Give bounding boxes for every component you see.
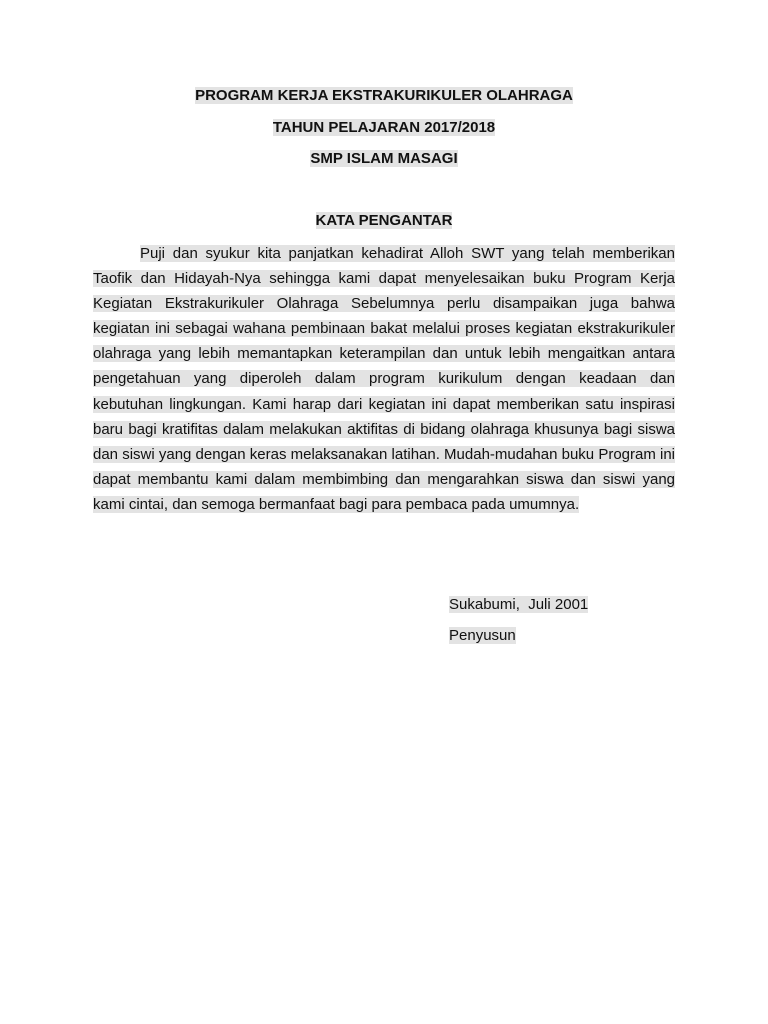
document-title-program xyxy=(0,87,768,105)
signature-place-date-text: Sukabumi, Juli 2001 xyxy=(449,596,589,613)
title-line-1: PROGRAM KERJA EKSTRAKURIKULER OLAHRAGA xyxy=(195,87,573,104)
section-heading-text: KATA PENGANTAR xyxy=(315,212,453,229)
title-line-3: SMP ISLAM MASAGI xyxy=(310,150,458,167)
document-title-school xyxy=(0,150,768,168)
title-line-2: TAHUN PELAJARAN 2017/2018 xyxy=(272,119,496,136)
signature-author xyxy=(449,627,516,645)
signature-author-text: Penyusun xyxy=(449,627,516,644)
document-title-year xyxy=(0,119,768,137)
section-heading xyxy=(0,212,768,230)
signature-place-date xyxy=(449,596,588,614)
foreword-paragraph xyxy=(93,241,675,517)
foreword-paragraph-text: Puji dan syukur kita panjatkan kehadirat Alloh SWT yang telah memberikan Taofik dan Hidayah-Nya sehingga kami dapat menyelesaikan buku Program Kerja Kegiatan Ekstrakurikuler Olahraga Sebelumnya perlu disampaikan juga bahwa kegiatan ini sebagai wahana pembinaan bakat melalui proses kegiatan ekstrakurikuler olahraga yang lebih memantapkan keterampilan dan untuk lebih mengaitkan antara pengetahuan yang diperoleh dalam program kurikulum dengan keadaan dan kebutuhan lingkungan. Kami harap dari kegiatan ini dapat memberikan satu inspirasi baru bagi kratifitas dalam melakukan aktifitas di bidang olahraga khusunya bagi siswa dan siswi yang dengan keras melaksanakan latihan. Mudah-mudahan buku Program ini dapat membantu kami dalam membimbing dan mengarahkan siswa dan siswi yang kami cintai, dan semoga bermanfaat bagi para pembaca pada umumnya. xyxy=(93,245,676,513)
